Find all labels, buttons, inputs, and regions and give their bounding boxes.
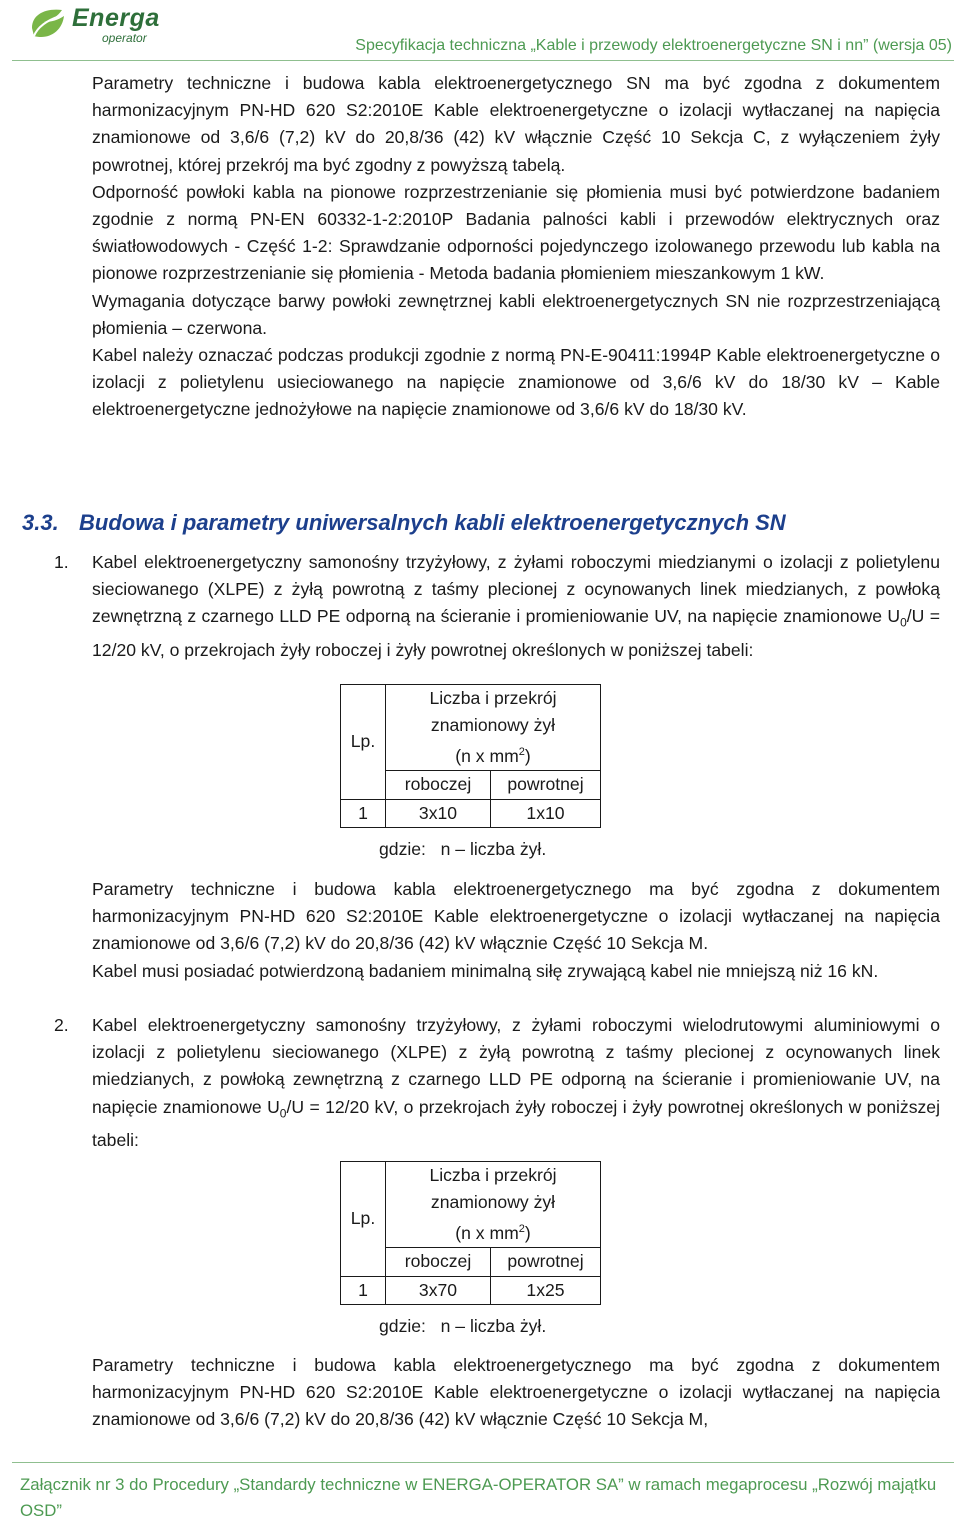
list-item-2: [54, 1012, 941, 1155]
section-heading: [22, 510, 786, 536]
strength-note: Kabel musi posiadać potwierdzoną badaniem minimalną siłę zrywającą kabel nie mniejszą niż 16 kN.: [92, 960, 879, 981]
intro-paragraph-3: Wymagania dotyczące barwy powłoki zewnętrznej kabli elektroenergetycznych SN nie rozprzestrzeniającą płomienia – czerwona.: [92, 290, 940, 338]
table-legend: gdzie: n – liczba żył.: [379, 1316, 547, 1336]
cable-description: Kabel elektroenergetyczny samonośny trzyżyłowy, z żyłami roboczymi miedzianymi o izolacji z polietylenu sieciowanego (XLPE) z żyłą powrotną z taśmy plecionej z ocynowanych linek miedzianych, z powłoką zewnętrzną z czarnego LLD PE odporną na ścieranie i promieniowanie UV, na napięcie znamionowe $U_0/U = 12/20$ kV, o przekrojach żyły roboczej i żyły powrotnej określonych w poniższej tabeli:: [92, 552, 940, 661]
list-marker: 1.: [54, 552, 69, 572]
list-marker: 2.: [54, 1015, 69, 1035]
standard-note: Parametry techniczne i budowa kabla elektroenergetycznego ma być zgodna z dokumentem harmonizacyjnym PN-HD 620 S2:2010E Kable elektroenergetyczne o izolacji wytłaczanej na napięcia znamionowe od 3,6/6 (7,2) kV do 20,8/36 (42) kV włącznie Część 10 Sekcja M,: [92, 1355, 940, 1430]
table-header-lp: Lp.: [341, 1162, 386, 1277]
intro-text: [92, 70, 940, 424]
table-subheader-powrotnej: powrotnej: [491, 771, 601, 799]
standard-note: Parametry techniczne i budowa kabla elektroenergetycznego ma być zgodna z dokumentem harmonizacyjnym PN-HD 620 S2:2010E Kable elektroenergetyczne o izolacji wytłaczanej na napięcia znamionowe od 3,6/6 (7,2) kV do 20,8/36 (42) kV włącznie Część 10 Sekcja M.: [92, 879, 940, 954]
page-header: [0, 0, 960, 62]
section-number: 3.3.: [22, 510, 59, 535]
intro-paragraph-2: Odporność powłoki kabla na pionowe rozprzestrzenianie się płomienia musi być potwierdzone badaniem zgodnie z normą PN-EN 60332-1-2:2010P Badania palności kabli i przewodów elektrycznych oraz światłowodowych - Część 1-2: Sprawdzanie odporności pojedynczego izolowanego przewodu lub kabla na pionowe rozprzestrzenianie się płomienia - Metoda badania płomieniem mieszankowym 1 kW.: [92, 181, 940, 284]
list-item-1: [54, 549, 940, 664]
header-divider: [12, 60, 954, 61]
table-row: 1 3x10 1x10: [341, 799, 601, 827]
logo-name: Energa: [72, 4, 160, 32]
table-subheader-roboczej: roboczej: [386, 1248, 491, 1276]
page-footer: [12, 1462, 954, 1520]
logo-sub: operator: [102, 31, 147, 45]
table-row: 1 3x70 1x25: [341, 1276, 601, 1304]
section-title: Budowa i parametry uniwersalnych kabli elektroenergetycznych SN: [79, 510, 786, 535]
footer-text: Załącznik nr 3 do Procedury „Standardy techniczne w ENERGA-OPERATOR SA” w ramach megaprocesu „Rozwój majątku OSD”: [20, 1475, 937, 1520]
table-subheader-powrotnej: powrotnej: [491, 1248, 601, 1276]
table-header-main: Liczba i przekrój znamionowy żył (n x $mm^2$): [386, 1162, 601, 1248]
document-title: Specyfikacja techniczna „Kable i przewody elektroenergetyczne SN i nn” (wersja 05): [355, 37, 952, 54]
cable-description: Kabel elektroenergetyczny samonośny trzyżyłowy, z żyłami roboczymi wielodrutowymi aluminiowymi o izolacji z polietylenu sieciowanego (XLPE) z żyłą powrotną z taśmy plecionej z ocynowanych linek miedzianych, z powłoką zewnętrzną z czarnego LLD PE odporną na ścieranie i promieniowanie UV, na napięcie znamionowe $U_0/U = 12/20$ kV, o przekrojach żyły roboczej i żyły powrotnej określonych w poniższej tabeli:: [92, 1015, 941, 1151]
table-header-lp: Lp.: [341, 685, 386, 800]
intro-paragraph-4: Kabel należy oznaczać podczas produkcji zgodnie z normą PN-E-90411:1994P Kable elektroenergetyczne o izolacji z polietylenu usieciowanego na napięcie znamionowe od 3,6/6 kV do 18/30 kV – Kable elektroenergetyczne jednożyłowe na napięcie znamionowe od 3,6/6 kV do 18/30 kV.: [92, 345, 940, 420]
cross-section-table-2: [340, 1161, 601, 1305]
table-header-main: Liczba i przekrój znamionowy żył (n x $mm^2$): [386, 685, 601, 771]
intro-paragraph-1: Parametry techniczne i budowa kabla elektroenergetycznego SN ma być zgodna z dokumentem harmonizacyjnym PN-HD 620 S2:2010E Kable elektroenergetyczne o izolacji wytłaczanej na napięcia znamionowe od 3,6/6 (7,2) kV do 20,8/36 (42) kV włącznie Część 10 Sekcja C, z wyłączeniem żyły powrotnej, której przekrój ma być zgodny z powyższą tabelą.: [92, 73, 940, 175]
item-1-notes: [92, 876, 940, 985]
energa-logo: [28, 6, 178, 46]
cross-section-table-1: [340, 684, 601, 828]
energa-leaf-icon: [28, 6, 70, 46]
item-2-notes: [92, 1352, 940, 1434]
table-legend: gdzie: n – liczba żył.: [379, 839, 547, 859]
table-subheader-roboczej: roboczej: [386, 771, 491, 799]
footer-divider: [12, 1462, 954, 1463]
